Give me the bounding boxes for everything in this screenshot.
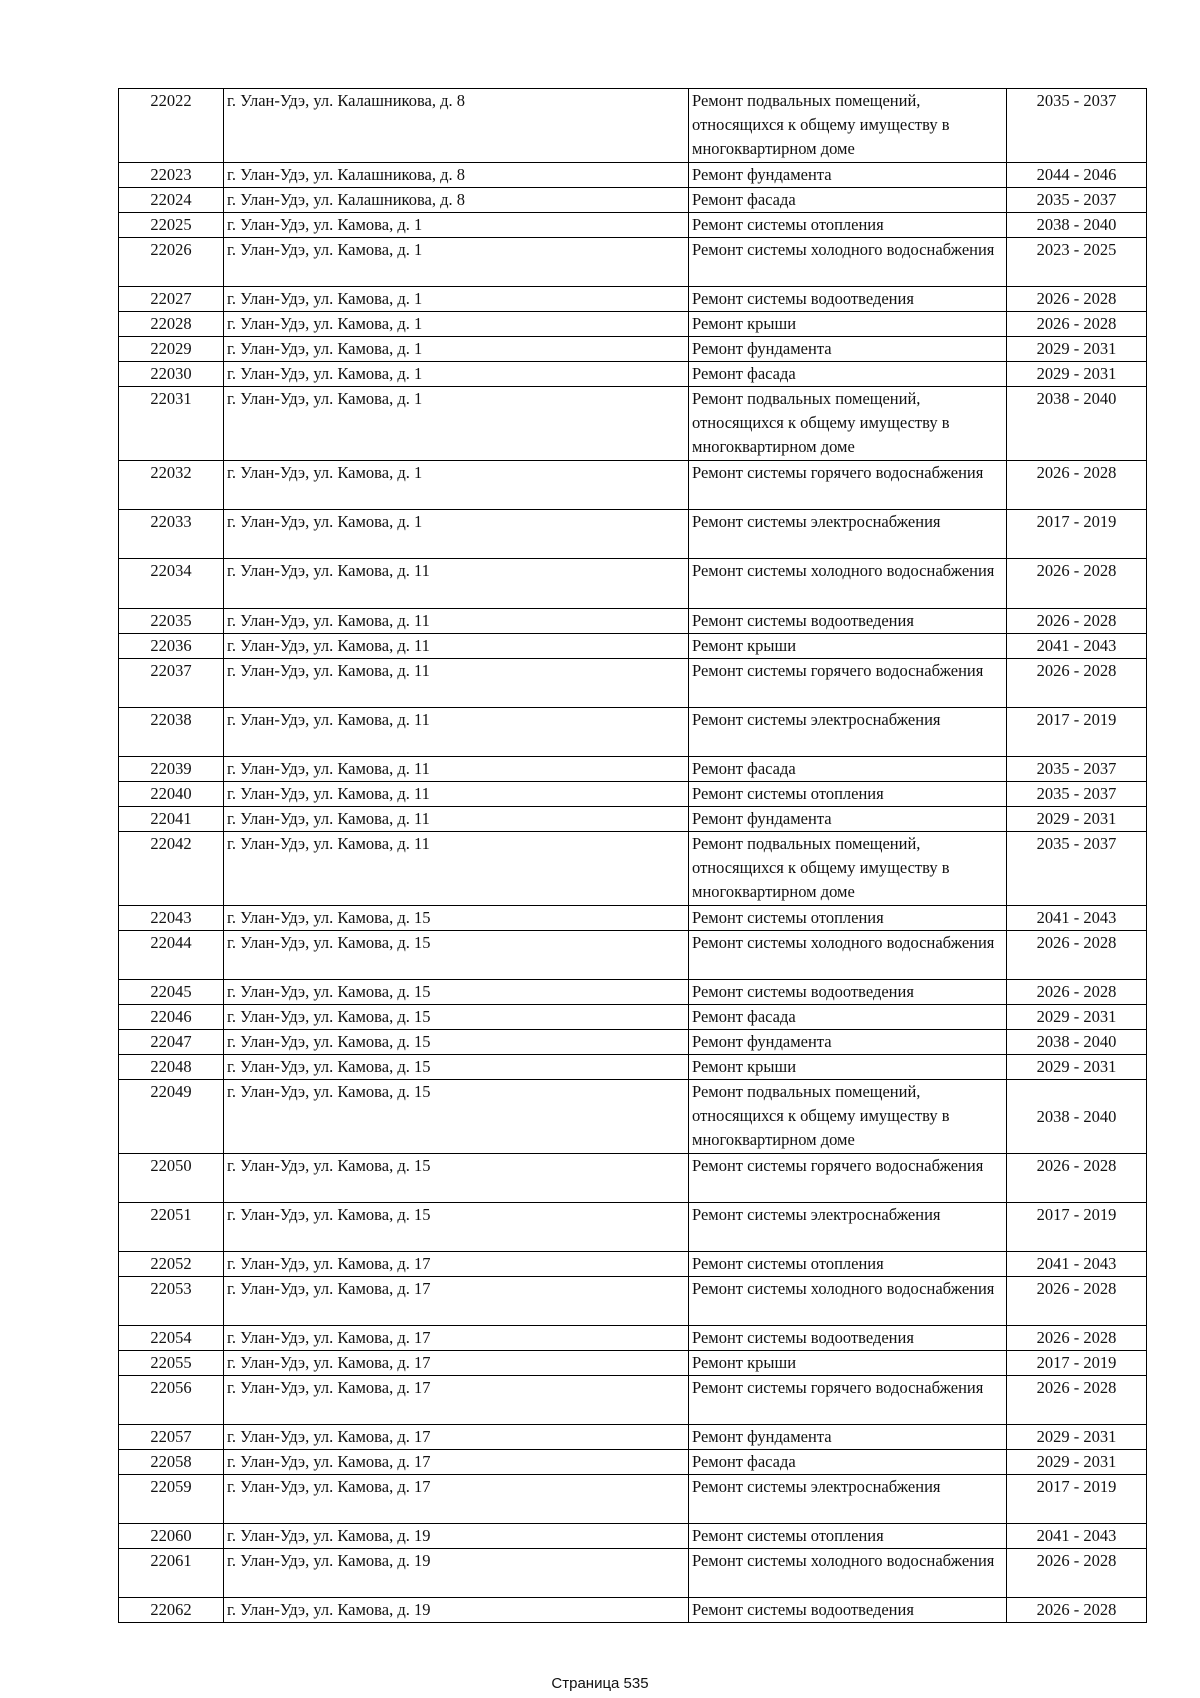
- address-cell: г. Улан-Удэ, ул. Камова, д. 1: [224, 461, 689, 510]
- address-cell: г. Улан-Удэ, ул. Камова, д. 11: [224, 609, 689, 634]
- row-number-cell: 22022: [119, 89, 224, 163]
- address-cell: г. Улан-Удэ, ул. Камова, д. 1: [224, 362, 689, 387]
- row-number-cell: 22054: [119, 1326, 224, 1351]
- table-row: [119, 1154, 1147, 1203]
- address-cell: г. Улан-Удэ, ул. Камова, д. 15: [224, 906, 689, 931]
- table-row: [119, 1450, 1147, 1475]
- address-cell: г. Улан-Удэ, ул. Калашникова, д. 8: [224, 163, 689, 188]
- period-cell: 2023 - 2025: [1007, 238, 1147, 287]
- period-cell: 2026 - 2028: [1007, 609, 1147, 634]
- work-type-cell: Ремонт подвальных помещений, относящихся к общему имуществу в многоквартирном доме: [689, 832, 1007, 906]
- work-type-cell: Ремонт системы отопления: [689, 906, 1007, 931]
- row-number-cell: 22033: [119, 510, 224, 559]
- table-row: [119, 337, 1147, 362]
- work-type-cell: Ремонт фундамента: [689, 1030, 1007, 1055]
- period-cell: 2026 - 2028: [1007, 312, 1147, 337]
- address-cell: г. Улан-Удэ, ул. Камова, д. 11: [224, 559, 689, 609]
- work-type-cell: Ремонт подвальных помещений, относящихся к общему имуществу в многоквартирном доме: [689, 1080, 1007, 1154]
- address-cell: г. Улан-Удэ, ул. Камова, д. 1: [224, 238, 689, 287]
- period-cell: 2017 - 2019: [1007, 510, 1147, 559]
- work-type-cell: Ремонт фасада: [689, 1005, 1007, 1030]
- address-cell: г. Улан-Удэ, ул. Камова, д. 19: [224, 1549, 689, 1598]
- table-row: [119, 1252, 1147, 1277]
- period-cell: 2038 - 2040: [1007, 213, 1147, 238]
- address-cell: г. Улан-Удэ, ул. Камова, д. 11: [224, 634, 689, 659]
- work-type-cell: Ремонт подвальных помещений, относящихся к общему имуществу в многоквартирном доме: [689, 89, 1007, 163]
- work-type-cell: Ремонт системы водоотведения: [689, 287, 1007, 312]
- work-type-cell: Ремонт системы электроснабжения: [689, 1203, 1007, 1252]
- table-row: [119, 461, 1147, 510]
- period-cell: 2035 - 2037: [1007, 832, 1147, 906]
- address-cell: г. Улан-Удэ, ул. Камова, д. 1: [224, 287, 689, 312]
- address-cell: г. Улан-Удэ, ул. Камова, д. 11: [224, 782, 689, 807]
- row-number-cell: 22036: [119, 634, 224, 659]
- address-cell: г. Улан-Удэ, ул. Камова, д. 15: [224, 980, 689, 1005]
- row-number-cell: 22050: [119, 1154, 224, 1203]
- period-cell: 2026 - 2028: [1007, 559, 1147, 609]
- period-cell: 2029 - 2031: [1007, 807, 1147, 832]
- period-cell: 2017 - 2019: [1007, 1351, 1147, 1376]
- period-cell: 2035 - 2037: [1007, 188, 1147, 213]
- address-cell: г. Улан-Удэ, ул. Камова, д. 17: [224, 1425, 689, 1450]
- address-cell: г. Улан-Удэ, ул. Камова, д. 15: [224, 931, 689, 980]
- work-type-cell: Ремонт системы водоотведения: [689, 1598, 1007, 1623]
- table-row: [119, 980, 1147, 1005]
- work-type-cell: Ремонт системы водоотведения: [689, 980, 1007, 1005]
- address-cell: г. Улан-Удэ, ул. Камова, д. 11: [224, 757, 689, 782]
- period-cell: 2026 - 2028: [1007, 931, 1147, 980]
- table-row: [119, 362, 1147, 387]
- row-number-cell: 22024: [119, 188, 224, 213]
- table-row: [119, 287, 1147, 312]
- table-row: [119, 1351, 1147, 1376]
- row-number-cell: 22023: [119, 163, 224, 188]
- address-cell: г. Улан-Удэ, ул. Камова, д. 11: [224, 708, 689, 757]
- work-type-cell: Ремонт системы горячего водоснабжения: [689, 659, 1007, 708]
- address-cell: г. Улан-Удэ, ул. Камова, д. 15: [224, 1154, 689, 1203]
- address-cell: г. Улан-Удэ, ул. Камова, д. 1: [224, 337, 689, 362]
- row-number-cell: 22047: [119, 1030, 224, 1055]
- table-row: [119, 1055, 1147, 1080]
- table-row: [119, 1030, 1147, 1055]
- address-cell: г. Улан-Удэ, ул. Камова, д. 17: [224, 1351, 689, 1376]
- row-number-cell: 22062: [119, 1598, 224, 1623]
- address-cell: г. Улан-Удэ, ул. Камова, д. 1: [224, 510, 689, 559]
- address-cell: г. Улан-Удэ, ул. Калашникова, д. 8: [224, 89, 689, 163]
- address-cell: г. Улан-Удэ, ул. Камова, д. 11: [224, 807, 689, 832]
- work-type-cell: Ремонт подвальных помещений, относящихся к общему имуществу в многоквартирном доме: [689, 387, 1007, 461]
- row-number-cell: 22044: [119, 931, 224, 980]
- row-number-cell: 22028: [119, 312, 224, 337]
- period-cell: 2035 - 2037: [1007, 89, 1147, 163]
- table-row: [119, 832, 1147, 906]
- address-cell: г. Улан-Удэ, ул. Камова, д. 17: [224, 1376, 689, 1425]
- address-cell: г. Улан-Удэ, ул. Камова, д. 1: [224, 387, 689, 461]
- row-number-cell: 22026: [119, 238, 224, 287]
- period-cell: 2044 - 2046: [1007, 163, 1147, 188]
- table-row: [119, 931, 1147, 980]
- address-cell: г. Улан-Удэ, ул. Камова, д. 15: [224, 1203, 689, 1252]
- period-cell: 2038 - 2040: [1007, 1030, 1147, 1055]
- work-type-cell: Ремонт системы электроснабжения: [689, 1475, 1007, 1524]
- row-number-cell: 22029: [119, 337, 224, 362]
- table-row: [119, 1005, 1147, 1030]
- work-type-cell: Ремонт системы отопления: [689, 213, 1007, 238]
- row-number-cell: 22025: [119, 213, 224, 238]
- work-type-cell: Ремонт системы холодного водоснабжения: [689, 1277, 1007, 1326]
- table-row: [119, 782, 1147, 807]
- row-number-cell: 22035: [119, 609, 224, 634]
- row-number-cell: 22027: [119, 287, 224, 312]
- address-cell: г. Улан-Удэ, ул. Камова, д. 19: [224, 1598, 689, 1623]
- period-cell: 2026 - 2028: [1007, 1549, 1147, 1598]
- row-number-cell: 22030: [119, 362, 224, 387]
- table-row: [119, 609, 1147, 634]
- table-row: [119, 906, 1147, 931]
- table-row: [119, 312, 1147, 337]
- table-row: [119, 188, 1147, 213]
- period-cell: 2026 - 2028: [1007, 659, 1147, 708]
- row-number-cell: 22037: [119, 659, 224, 708]
- work-type-cell: Ремонт системы отопления: [689, 1524, 1007, 1549]
- period-cell: 2029 - 2031: [1007, 337, 1147, 362]
- address-cell: г. Улан-Удэ, ул. Камова, д. 1: [224, 213, 689, 238]
- table-row: [119, 708, 1147, 757]
- table-row: [119, 89, 1147, 163]
- work-type-cell: Ремонт системы холодного водоснабжения: [689, 238, 1007, 287]
- period-cell: 2017 - 2019: [1007, 1475, 1147, 1524]
- address-cell: г. Улан-Удэ, ул. Камова, д. 17: [224, 1252, 689, 1277]
- work-type-cell: Ремонт фасада: [689, 1450, 1007, 1475]
- table-row: [119, 807, 1147, 832]
- row-number-cell: 22052: [119, 1252, 224, 1277]
- address-cell: г. Улан-Удэ, ул. Камова, д. 17: [224, 1450, 689, 1475]
- table-row: [119, 634, 1147, 659]
- period-cell: 2041 - 2043: [1007, 634, 1147, 659]
- period-cell: 2029 - 2031: [1007, 1005, 1147, 1030]
- work-type-cell: Ремонт фундамента: [689, 163, 1007, 188]
- work-type-cell: Ремонт системы электроснабжения: [689, 708, 1007, 757]
- work-type-cell: Ремонт системы горячего водоснабжения: [689, 461, 1007, 510]
- work-type-cell: Ремонт фундамента: [689, 337, 1007, 362]
- work-type-cell: Ремонт крыши: [689, 1055, 1007, 1080]
- table-row: [119, 238, 1147, 287]
- row-number-cell: 22056: [119, 1376, 224, 1425]
- work-type-cell: Ремонт системы отопления: [689, 782, 1007, 807]
- period-cell: 2017 - 2019: [1007, 708, 1147, 757]
- table-row: [119, 1203, 1147, 1252]
- address-cell: г. Улан-Удэ, ул. Камова, д. 1: [224, 312, 689, 337]
- work-type-cell: Ремонт системы холодного водоснабжения: [689, 1549, 1007, 1598]
- table-row: [119, 387, 1147, 461]
- table-row: [119, 1598, 1147, 1623]
- work-type-cell: Ремонт системы водоотведения: [689, 609, 1007, 634]
- period-cell: 2026 - 2028: [1007, 1326, 1147, 1351]
- table-row: [119, 1326, 1147, 1351]
- table-row: [119, 1080, 1147, 1154]
- row-number-cell: 22049: [119, 1080, 224, 1154]
- row-number-cell: 22034: [119, 559, 224, 609]
- table-row: [119, 510, 1147, 559]
- row-number-cell: 22040: [119, 782, 224, 807]
- row-number-cell: 22059: [119, 1475, 224, 1524]
- period-cell: 2026 - 2028: [1007, 1598, 1147, 1623]
- period-cell: 2026 - 2028: [1007, 461, 1147, 510]
- row-number-cell: 22061: [119, 1549, 224, 1598]
- repair-schedule-table: [118, 88, 1147, 1623]
- period-cell: 2038 - 2040: [1007, 387, 1147, 461]
- address-cell: г. Улан-Удэ, ул. Камова, д. 17: [224, 1475, 689, 1524]
- row-number-cell: 22057: [119, 1425, 224, 1450]
- row-number-cell: 22038: [119, 708, 224, 757]
- period-cell: 2038 - 2040: [1007, 1080, 1147, 1154]
- period-cell: 2041 - 2043: [1007, 1252, 1147, 1277]
- work-type-cell: Ремонт крыши: [689, 634, 1007, 659]
- table-row: [119, 1475, 1147, 1524]
- row-number-cell: 22042: [119, 832, 224, 906]
- address-cell: г. Улан-Удэ, ул. Калашникова, д. 8: [224, 188, 689, 213]
- period-cell: 2026 - 2028: [1007, 1277, 1147, 1326]
- page-number: Страница 535: [551, 1675, 649, 1692]
- row-number-cell: 22045: [119, 980, 224, 1005]
- row-number-cell: 22060: [119, 1524, 224, 1549]
- row-number-cell: 22055: [119, 1351, 224, 1376]
- period-cell: 2041 - 2043: [1007, 1524, 1147, 1549]
- address-cell: г. Улан-Удэ, ул. Камова, д. 17: [224, 1326, 689, 1351]
- row-number-cell: 22039: [119, 757, 224, 782]
- address-cell: г. Улан-Удэ, ул. Камова, д. 15: [224, 1030, 689, 1055]
- period-cell: 2026 - 2028: [1007, 980, 1147, 1005]
- table-row: [119, 1376, 1147, 1425]
- period-cell: 2026 - 2028: [1007, 1376, 1147, 1425]
- address-cell: г. Улан-Удэ, ул. Камова, д. 15: [224, 1005, 689, 1030]
- address-cell: г. Улан-Удэ, ул. Камова, д. 19: [224, 1524, 689, 1549]
- period-cell: 2029 - 2031: [1007, 362, 1147, 387]
- work-type-cell: Ремонт фасада: [689, 757, 1007, 782]
- work-type-cell: Ремонт системы горячего водоснабжения: [689, 1376, 1007, 1425]
- address-cell: г. Улан-Удэ, ул. Камова, д. 17: [224, 1277, 689, 1326]
- period-cell: 2017 - 2019: [1007, 1203, 1147, 1252]
- table-row: [119, 163, 1147, 188]
- work-type-cell: Ремонт крыши: [689, 1351, 1007, 1376]
- work-type-cell: Ремонт фасада: [689, 362, 1007, 387]
- period-cell: 2029 - 2031: [1007, 1450, 1147, 1475]
- table-row: [119, 757, 1147, 782]
- table-body: [119, 89, 1147, 1623]
- period-cell: 2035 - 2037: [1007, 757, 1147, 782]
- table-row: [119, 1277, 1147, 1326]
- period-cell: 2029 - 2031: [1007, 1055, 1147, 1080]
- period-cell: 2026 - 2028: [1007, 1154, 1147, 1203]
- address-cell: г. Улан-Удэ, ул. Камова, д. 11: [224, 832, 689, 906]
- work-type-cell: Ремонт фундамента: [689, 807, 1007, 832]
- table-row: [119, 213, 1147, 238]
- work-type-cell: Ремонт крыши: [689, 312, 1007, 337]
- table-row: [119, 1425, 1147, 1450]
- address-cell: г. Улан-Удэ, ул. Камова, д. 11: [224, 659, 689, 708]
- row-number-cell: 22058: [119, 1450, 224, 1475]
- row-number-cell: 22046: [119, 1005, 224, 1030]
- work-type-cell: Ремонт системы отопления: [689, 1252, 1007, 1277]
- work-type-cell: Ремонт фасада: [689, 188, 1007, 213]
- work-type-cell: Ремонт системы водоотведения: [689, 1326, 1007, 1351]
- period-cell: 2035 - 2037: [1007, 782, 1147, 807]
- work-type-cell: Ремонт системы холодного водоснабжения: [689, 931, 1007, 980]
- row-number-cell: 22053: [119, 1277, 224, 1326]
- period-cell: 2041 - 2043: [1007, 906, 1147, 931]
- row-number-cell: 22031: [119, 387, 224, 461]
- table-row: [119, 1549, 1147, 1598]
- row-number-cell: 22051: [119, 1203, 224, 1252]
- row-number-cell: 22041: [119, 807, 224, 832]
- work-type-cell: Ремонт системы электроснабжения: [689, 510, 1007, 559]
- work-type-cell: Ремонт системы холодного водоснабжения: [689, 559, 1007, 609]
- table-row: [119, 559, 1147, 609]
- table-row: [119, 659, 1147, 708]
- row-number-cell: 22032: [119, 461, 224, 510]
- row-number-cell: 22043: [119, 906, 224, 931]
- address-cell: г. Улан-Удэ, ул. Камова, д. 15: [224, 1080, 689, 1154]
- table-row: [119, 1524, 1147, 1549]
- period-cell: 2026 - 2028: [1007, 287, 1147, 312]
- row-number-cell: 22048: [119, 1055, 224, 1080]
- work-type-cell: Ремонт фундамента: [689, 1425, 1007, 1450]
- period-cell: 2029 - 2031: [1007, 1425, 1147, 1450]
- work-type-cell: Ремонт системы горячего водоснабжения: [689, 1154, 1007, 1203]
- address-cell: г. Улан-Удэ, ул. Камова, д. 15: [224, 1055, 689, 1080]
